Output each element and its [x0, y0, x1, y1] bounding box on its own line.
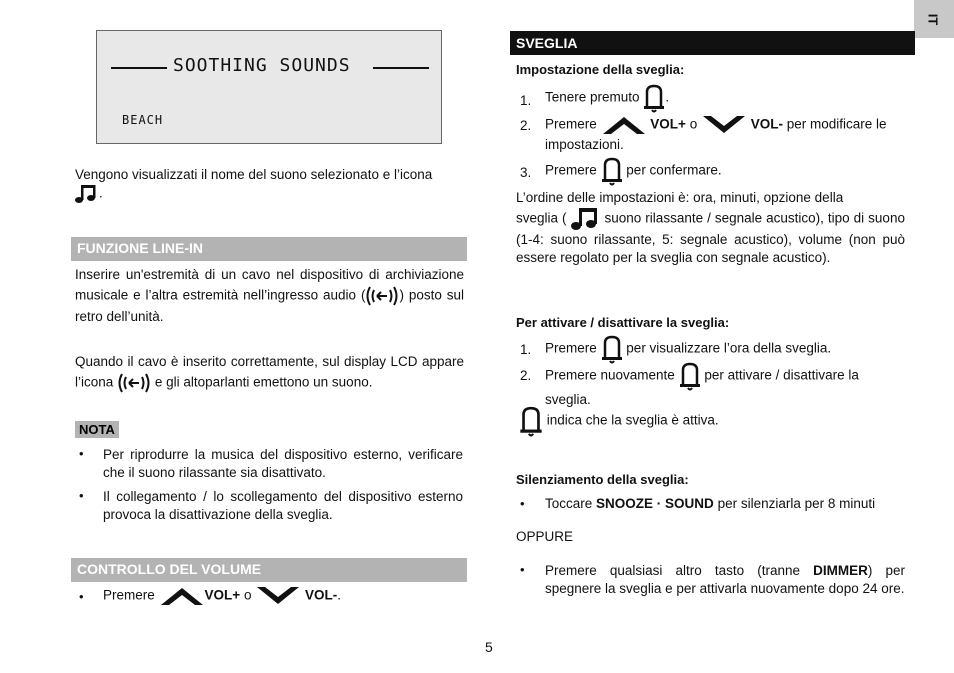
- dimmer-label: DIMMER: [813, 563, 868, 578]
- intro-end: .: [99, 185, 103, 201]
- setup-heading: Impostazione della sveglia:: [516, 62, 685, 77]
- toggle-step-1-number: 1.: [520, 342, 532, 357]
- step-1-text: Tenere premuto: [545, 89, 640, 105]
- language-tab-label: IT: [925, 13, 941, 26]
- setup-step-2: [545, 114, 905, 154]
- step-2-text-cont: impostazioni.: [545, 137, 624, 152]
- setup-step-3: [545, 156, 722, 186]
- line-in-paragraph-2: [75, 353, 464, 395]
- step-1-end: .: [665, 89, 670, 105]
- step-3-premere: Premere: [545, 162, 597, 178]
- chevron-up-icon: [601, 114, 647, 136]
- setup-step-1: [545, 83, 669, 113]
- order-line-2b: suono rilassante / segnale acustico), tipo di: [604, 210, 865, 226]
- volume-up-label: VOL+: [204, 587, 241, 603]
- silence-heading: Silenziamento della sveglia:: [516, 472, 689, 487]
- chevron-up-icon: [159, 585, 205, 607]
- toggle-1-premere: Premere: [545, 340, 597, 356]
- lcd-title: SOOTHING SOUNDS: [173, 55, 351, 76]
- other-text-c: ) per spegnere la sveglia e per attivarla nuovamente dopo 24 ore.: [545, 563, 905, 596]
- music-note-icon: [571, 207, 601, 231]
- audio-input-icon: [117, 371, 151, 395]
- order-line-2a: sveglia (: [516, 210, 567, 226]
- audio-input-icon: [365, 284, 399, 308]
- alarm-active-note: [519, 405, 719, 437]
- step-2-text: per modificare le: [786, 116, 887, 132]
- step-2-premere: Premere: [545, 116, 597, 132]
- order-line-1: L’ordine delle impostazioni è: ora, minuti, opzione della: [516, 190, 844, 205]
- toggle-step-1: [545, 334, 831, 364]
- bullet-icon: •: [79, 446, 84, 461]
- bullet-icon: •: [520, 496, 525, 511]
- bullet-icon: •: [520, 562, 525, 577]
- line-in-p1-c: ) posto sul retro dell’unità.: [75, 287, 464, 324]
- toggle-2-premere: Premere nuovamente: [545, 367, 675, 383]
- order-line-3: suono (1-4: suono rilassante, 5: segnale acustico), volume (non può essere regolato per la sveglia con segnale acustico).: [516, 210, 905, 265]
- volume-end: .: [337, 587, 341, 603]
- sveglia-heading: SVEGLIA: [510, 31, 915, 55]
- alarm-active-text: indica che la sveglia è attiva.: [546, 412, 719, 428]
- page-number: 5: [485, 639, 493, 655]
- language-tab: [914, 0, 954, 38]
- step-2-vol-down: VOL-: [750, 116, 783, 132]
- alarm-bell-icon: [519, 405, 543, 437]
- lcd-title-line-right: [373, 67, 429, 69]
- alarm-bell-icon: [601, 156, 623, 186]
- music-note-icon: [75, 184, 99, 204]
- toggle-1-text: per visualizzare l’ora della sveglia.: [626, 340, 832, 356]
- line-in-p2-a: Quando il cavo è inserito correttamente, sul display LCD appare l’icona: [75, 354, 464, 390]
- intro-paragraph: [75, 166, 467, 204]
- bullet-icon: •: [79, 589, 84, 604]
- toggle-2-text-cont: sveglia.: [545, 392, 591, 407]
- line-in-paragraph-1: [75, 266, 464, 326]
- toggle-heading: Per attivare / disattivare la sveglia:: [516, 315, 730, 330]
- other-text-a: Premere qualsiasi altro tasto (tranne: [545, 563, 801, 578]
- silence-toccare: Toccare: [545, 496, 593, 511]
- toggle-step-2: [545, 361, 905, 409]
- step-1-number: 1.: [520, 93, 532, 108]
- alarm-bell-icon: [643, 83, 665, 113]
- toggle-step-2-number: 2.: [520, 368, 532, 383]
- other-key-instruction: [545, 562, 905, 598]
- chevron-down-icon: [701, 114, 747, 136]
- intro-text: Vengono visualizzati il nome del suono selezionato e l’icona: [75, 167, 433, 182]
- line-in-p2-b: e gli altoparlanti emettono un suono.: [154, 374, 373, 390]
- alarm-bell-icon: [601, 334, 623, 364]
- chevron-down-icon: [255, 585, 301, 607]
- volume-or: o: [243, 587, 252, 603]
- oppure-text: OPPURE: [516, 529, 574, 544]
- lcd-subtitle: BEACH: [122, 113, 164, 127]
- silence-instruction: [545, 496, 875, 511]
- volume-instruction: [103, 585, 341, 607]
- alarm-bell-icon: [679, 361, 701, 391]
- volume-premere: Premere: [103, 587, 155, 603]
- nota-item-2: Il collegamento / lo scollegamento del dispositivo esterno provoca la disattivazione della sveglia.: [103, 489, 463, 522]
- silence-text: per silenziarla per 8 minuti: [717, 496, 876, 511]
- lcd-display: [96, 30, 442, 144]
- step-3-number: 3.: [520, 165, 532, 180]
- volume-heading: CONTROLLO DEL VOLUME: [71, 558, 467, 582]
- line-in-p1-b: (: [360, 287, 366, 303]
- step-2-or: o: [689, 116, 698, 132]
- bullet-icon: •: [79, 488, 84, 503]
- nota-label: NOTA: [75, 421, 119, 438]
- line-in-heading: FUNZIONE LINE-IN: [71, 237, 467, 261]
- settings-order-paragraph: [516, 189, 905, 267]
- snooze-sound-label: SNOOZE · SOUND: [596, 496, 714, 511]
- toggle-2-text: per attivare / disattivare la: [704, 367, 859, 383]
- step-2-number: 2.: [520, 118, 532, 133]
- step-3-text: per confermare.: [626, 162, 722, 178]
- volume-down-label: VOL-: [304, 587, 338, 603]
- step-2-vol-up: VOL+: [650, 116, 686, 132]
- lcd-title-line-left: [111, 67, 167, 69]
- nota-item-1: Per riprodurre la musica del dispositivo esterno, verificare che il suono rilassante sia disattivato.: [103, 447, 463, 480]
- line-in-p1-a: Inserire un'estremità di un cavo nel dispositivo di archiviazione musicale e l’altra estremità nell’ingresso audio: [75, 267, 464, 303]
